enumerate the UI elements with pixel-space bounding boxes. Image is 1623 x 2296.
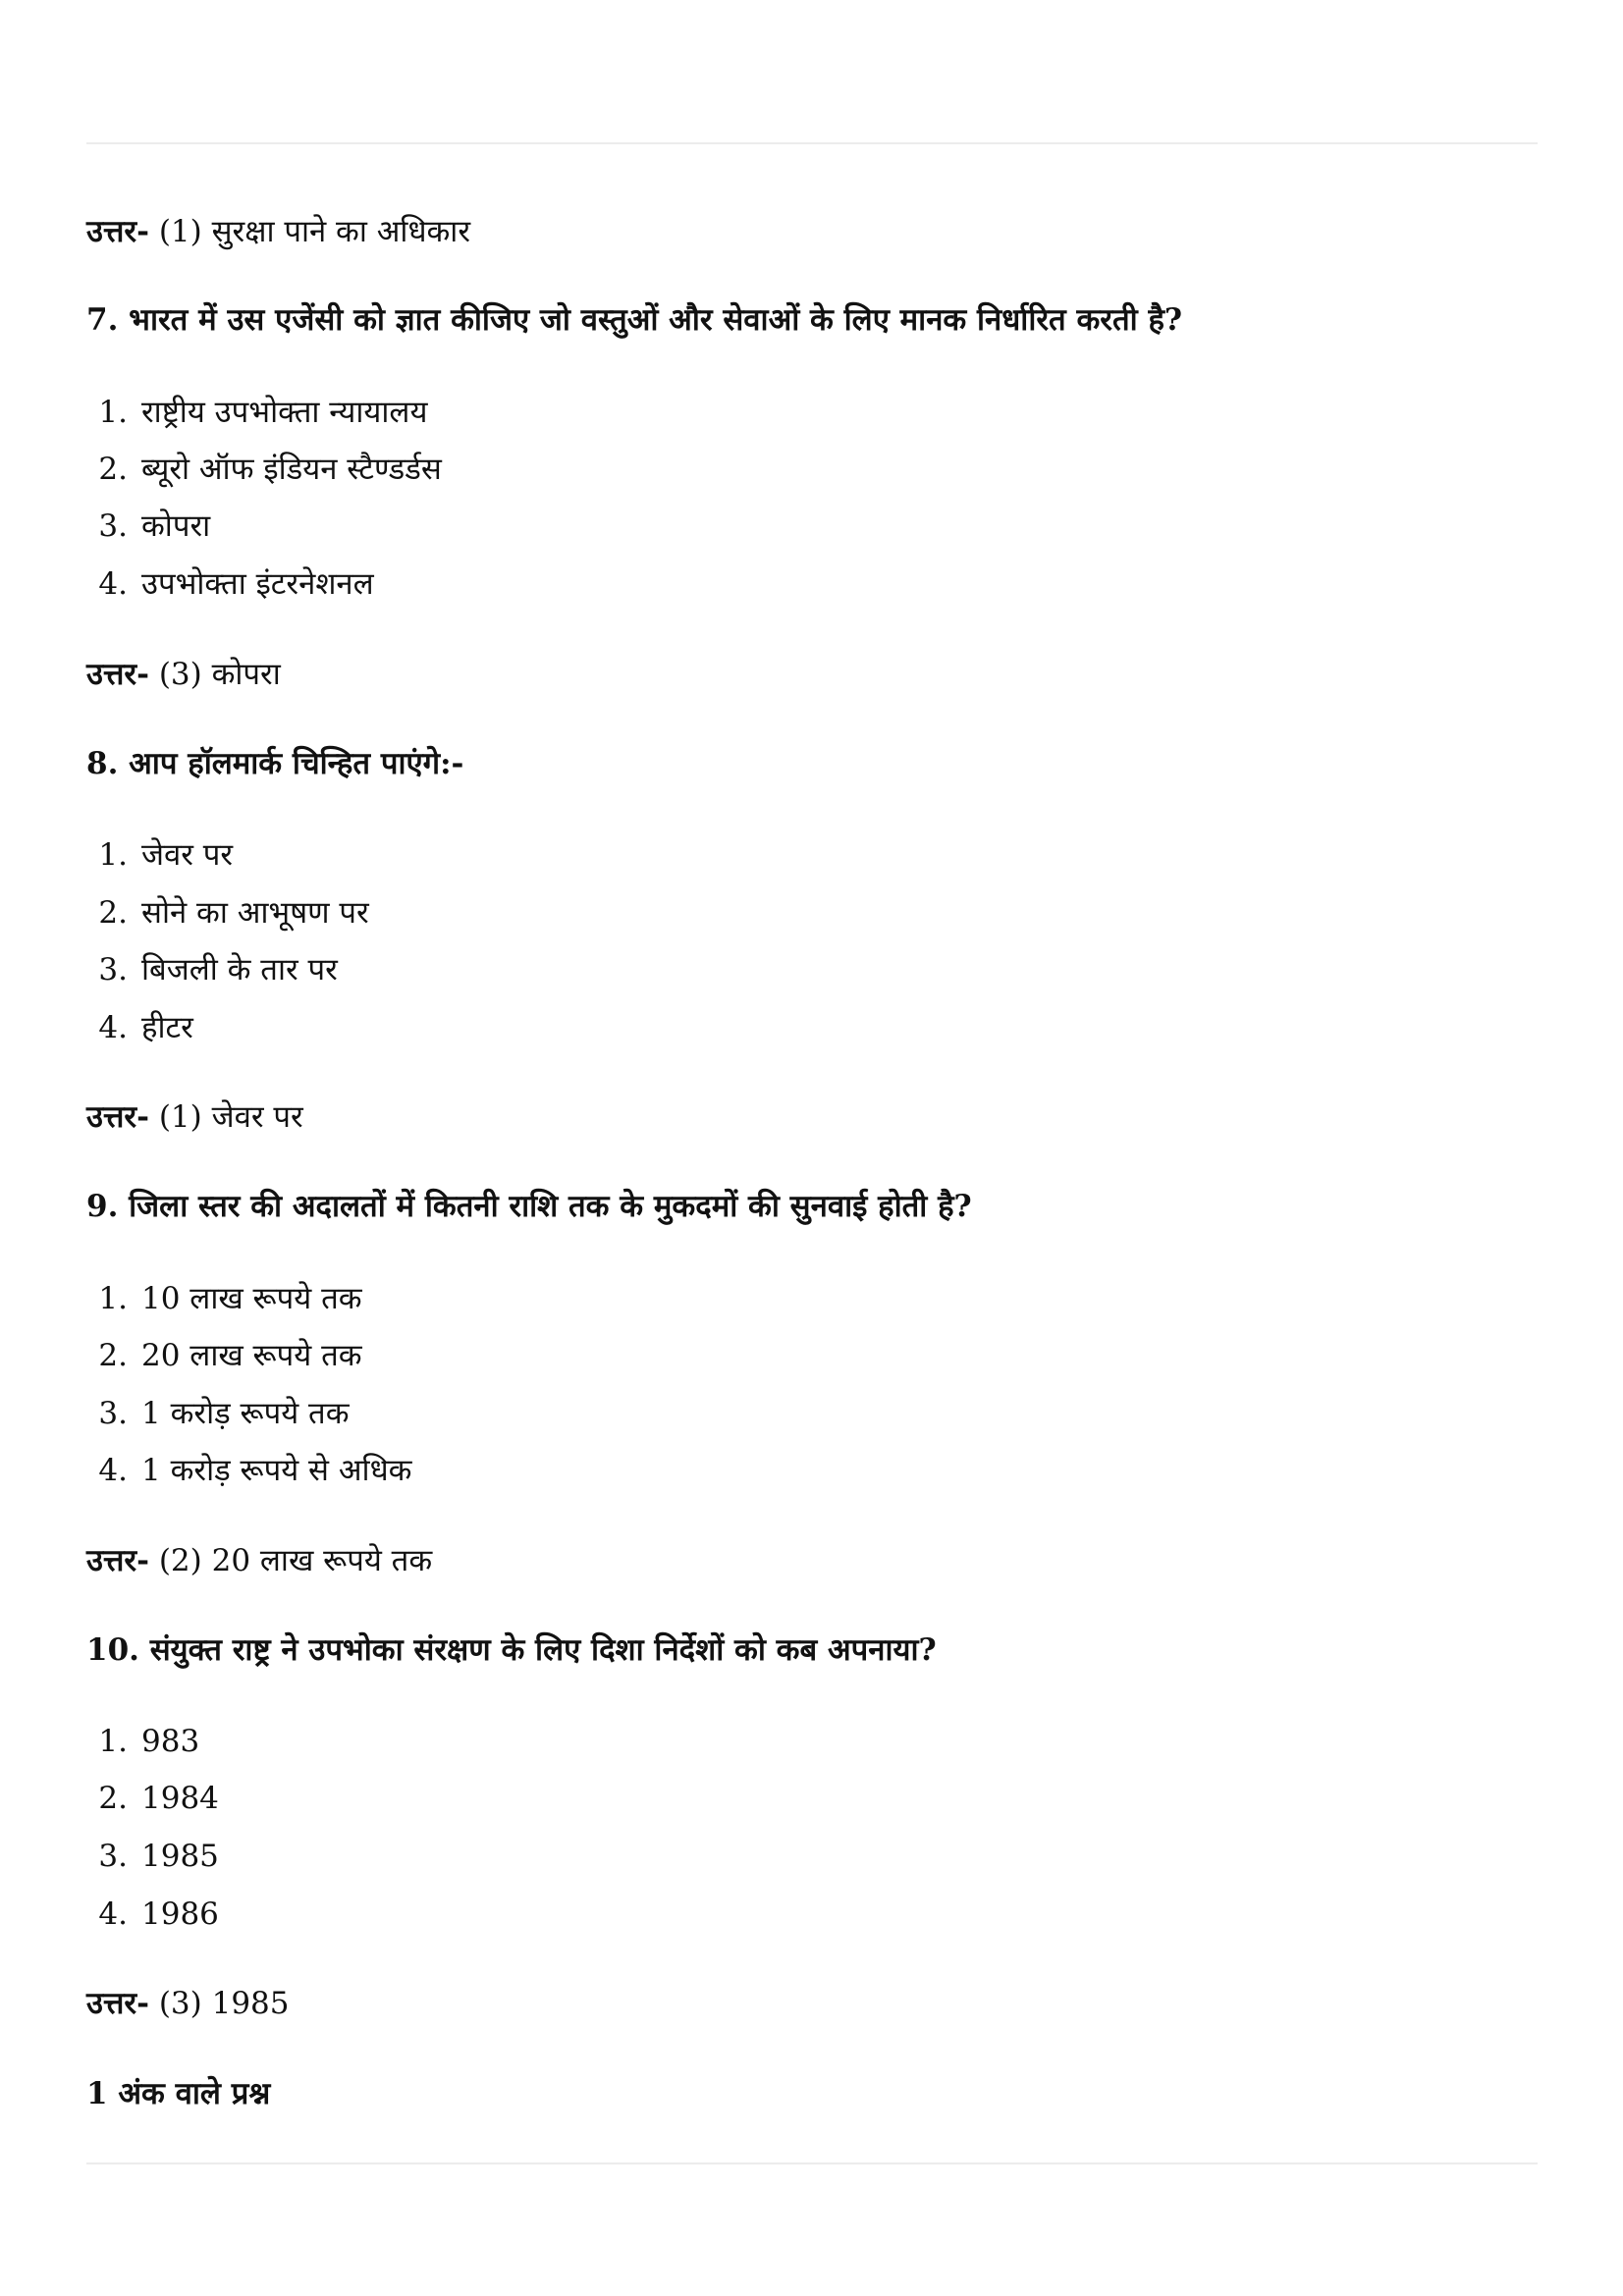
option-item xyxy=(86,1451,411,1490)
option-number: 4. xyxy=(98,1453,128,1488)
option-number: 3. xyxy=(98,508,128,544)
option-number: 2. xyxy=(98,1338,128,1373)
option-text: 1 करोड़ रूपये तक xyxy=(141,1396,350,1431)
option-text: राष्ट्रीय उपभोक्ता न्यायालय xyxy=(141,395,428,430)
answer-label: उत्तर- xyxy=(86,1986,149,2021)
answer-value: (1) सुरक्षा पाने का अधिकार xyxy=(158,214,471,249)
section-heading: 1 अंक वाले प्रश्न xyxy=(86,2076,271,2111)
answer-line xyxy=(86,212,470,251)
bottom-divider xyxy=(86,2163,1538,2164)
option-item xyxy=(86,1394,350,1433)
option-number: 1. xyxy=(98,395,128,430)
top-divider xyxy=(86,142,1538,144)
option-item xyxy=(86,950,338,989)
answer-label: उत्तर- xyxy=(86,1543,149,1578)
option-text: 1 करोड़ रूपये से अधिक xyxy=(141,1453,412,1488)
option-number: 2. xyxy=(98,452,128,487)
option-text: हीटर xyxy=(141,1010,193,1045)
option-text: जेवर पर xyxy=(141,837,234,873)
option-item xyxy=(86,1837,219,1876)
option-text: 1985 xyxy=(141,1839,219,1874)
option-number: 2. xyxy=(98,895,128,931)
answer-line xyxy=(86,655,281,694)
answer-line xyxy=(86,1541,432,1580)
option-number: 1. xyxy=(98,837,128,873)
question-9: 9. जिला स्तर की अदालतों में कितनी राशि तक के मुकदमों की सुनवाई होती है? xyxy=(86,1189,972,1224)
answer-label: उत्तर- xyxy=(86,657,149,692)
option-item xyxy=(86,1722,199,1761)
option-item xyxy=(86,564,374,604)
option-number: 1. xyxy=(98,1724,128,1759)
answer-value: (3) 1985 xyxy=(158,1986,290,2021)
option-text: 1986 xyxy=(141,1896,219,1932)
option-number: 2. xyxy=(98,1781,128,1816)
option-number: 3. xyxy=(98,952,128,988)
option-number: 4. xyxy=(98,1896,128,1932)
option-number: 1. xyxy=(98,1281,128,1316)
answer-line xyxy=(86,1097,303,1137)
option-item xyxy=(86,835,233,875)
option-text: कोपरा xyxy=(141,508,211,544)
option-item xyxy=(86,507,210,546)
option-item xyxy=(86,393,427,432)
answer-value: (2) 20 लाख रूपये तक xyxy=(158,1543,433,1578)
option-number: 3. xyxy=(98,1396,128,1431)
option-text: 1984 xyxy=(141,1781,219,1816)
option-number: 4. xyxy=(98,566,128,602)
question-8: 8. आप हॉलमार्क चिन्हित पाएंगे:- xyxy=(86,746,464,781)
option-text: 10 लाख रूपये तक xyxy=(141,1281,362,1316)
option-item xyxy=(86,1336,362,1375)
option-text: 983 xyxy=(141,1724,200,1759)
option-item xyxy=(86,1279,362,1318)
option-text: उपभोक्ता इंटरनेशनल xyxy=(141,566,374,602)
answer-label: उत्तर- xyxy=(86,1099,149,1135)
answer-value: (1) जेवर पर xyxy=(158,1099,303,1135)
option-text: बिजली के तार पर xyxy=(141,952,338,988)
answer-line xyxy=(86,1984,290,2023)
question-7: 7. भारत में उस एजेंसी को ज्ञात कीजिए जो वस्तुओं और सेवाओं के लिए मानक निर्धारित करती है? xyxy=(86,302,1183,338)
option-item xyxy=(86,450,442,489)
option-number: 4. xyxy=(98,1010,128,1045)
option-item xyxy=(86,893,369,933)
answer-label: उत्तर- xyxy=(86,214,149,249)
option-text: सोने का आभूषण पर xyxy=(141,895,369,931)
answer-value: (3) कोपरा xyxy=(158,657,281,692)
option-item xyxy=(86,1895,219,1934)
question-10: 10. संयुक्त राष्ट्र ने उपभोका संरक्षण के लिए दिशा निर्देशों को कब अपनाया? xyxy=(86,1632,937,1668)
option-item xyxy=(86,1008,193,1047)
option-text: ब्यूरो ऑफ इंडियन स्टैण्डर्डस xyxy=(141,452,442,487)
option-item xyxy=(86,1779,219,1818)
option-number: 3. xyxy=(98,1839,128,1874)
option-text: 20 लाख रूपये तक xyxy=(141,1338,362,1373)
